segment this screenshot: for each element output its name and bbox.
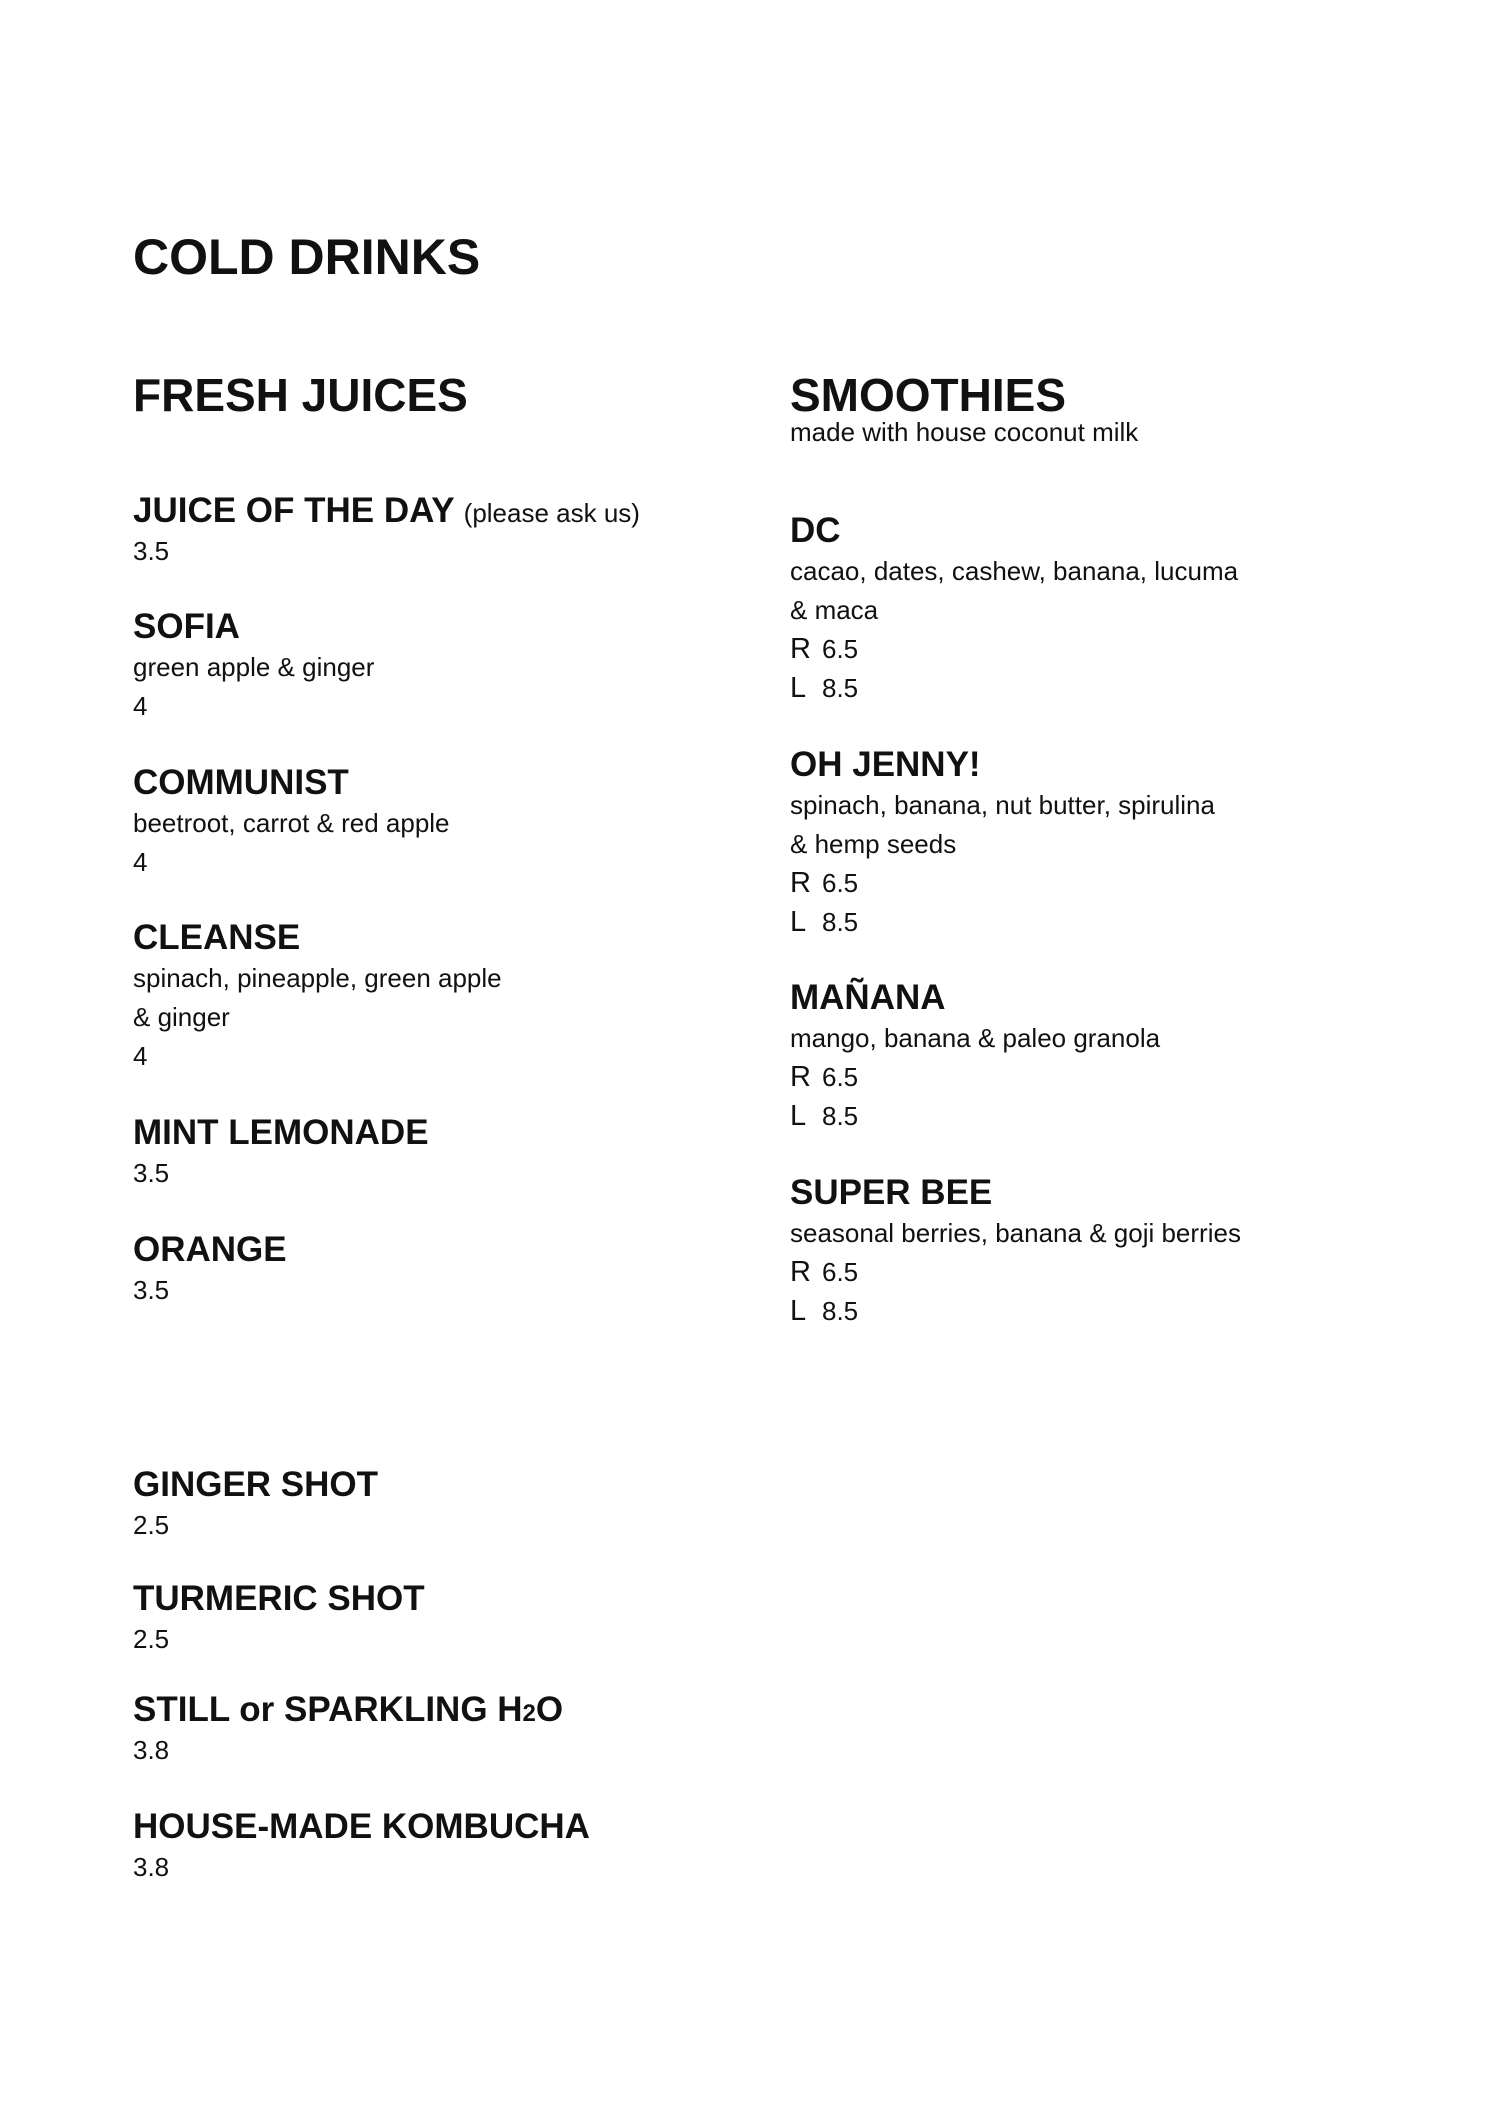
item-price: 4	[133, 847, 148, 877]
item-price: 3.5	[133, 1158, 170, 1188]
item-price: 4	[133, 691, 148, 721]
item-name: OH JENNY!	[790, 745, 981, 784]
item-description: beetroot, carrot & red apple	[133, 808, 450, 838]
size-label: R	[790, 1061, 811, 1093]
menu-item	[790, 1172, 1241, 1331]
item-description: seasonal berries, banana & goji berries	[790, 1218, 1241, 1248]
menu-item	[133, 1806, 590, 1887]
item-description-line2: & hemp seeds	[790, 829, 957, 859]
price-regular	[790, 1253, 1241, 1292]
size-label: L	[790, 1295, 807, 1327]
item-name: SOFIA	[133, 607, 240, 646]
item-description: mango, banana & paleo granola	[790, 1023, 1161, 1053]
item-price: 3.8	[133, 1852, 170, 1882]
menu-item	[133, 762, 450, 882]
menu-item	[133, 1689, 563, 1770]
size-label: L	[790, 672, 807, 704]
size-label: R	[790, 633, 811, 665]
item-price: 3.8	[133, 1735, 170, 1765]
item-description-line1: spinach, pineapple, green apple	[133, 963, 502, 993]
item-name: CLEANSE	[133, 918, 301, 957]
item-description-line1: cacao, dates, cashew, banana, lucuma	[790, 556, 1239, 586]
menu-item	[790, 510, 1238, 708]
menu-item	[790, 744, 1215, 942]
size-label: L	[790, 1100, 807, 1132]
price-value: 6.5	[822, 1257, 859, 1287]
menu-item	[133, 1578, 425, 1659]
menu-item	[790, 977, 1160, 1136]
price-value: 6.5	[822, 634, 859, 664]
item-price: 3.5	[133, 536, 170, 566]
smoothies-title: SMOOTHIES	[790, 369, 1067, 421]
item-price: 4	[133, 1041, 148, 1071]
item-price: 3.5	[133, 1275, 170, 1305]
item-name: MAÑANA	[790, 978, 946, 1017]
item-name: COMMUNIST	[133, 763, 349, 802]
item-name: MINT LEMONADE	[133, 1113, 429, 1152]
item-name-text: STILL or SPARKLING H	[133, 1690, 523, 1729]
item-name-subscript: 2	[522, 1700, 536, 1727]
item-name: DC	[790, 511, 841, 550]
menu-item	[133, 1229, 287, 1310]
price-regular	[790, 630, 1238, 669]
item-name: GINGER SHOT	[133, 1465, 379, 1504]
size-label: R	[790, 867, 811, 899]
item-description: green apple & ginger	[133, 652, 375, 682]
price-regular	[790, 1058, 1160, 1097]
menu-item	[133, 1464, 378, 1545]
item-description-line1: spinach, banana, nut butter, spirulina	[790, 790, 1215, 820]
item-name: ORANGE	[133, 1230, 287, 1269]
item-price: 2.5	[133, 1510, 170, 1540]
price-value: 8.5	[822, 1101, 859, 1131]
price-value: 8.5	[822, 673, 859, 703]
price-value: 8.5	[822, 907, 859, 937]
smoothies-subtitle: made with house coconut milk	[790, 417, 1139, 447]
size-label: R	[790, 1256, 811, 1288]
page-title: COLD DRINKS	[133, 229, 481, 285]
price-large	[790, 669, 1238, 708]
price-value: 8.5	[822, 1296, 859, 1326]
item-note: (please ask us)	[463, 498, 640, 528]
item-name: HOUSE-MADE KOMBUCHA	[133, 1807, 590, 1846]
price-value: 6.5	[822, 868, 859, 898]
item-description-line2: & maca	[790, 595, 879, 625]
item-name	[133, 1689, 563, 1731]
price-large	[790, 903, 1215, 942]
item-name: JUICE OF THE DAY	[133, 491, 454, 530]
menu-item	[133, 1112, 429, 1193]
price-large	[790, 1097, 1160, 1136]
item-name: TURMERIC SHOT	[133, 1579, 425, 1618]
menu-item	[133, 490, 640, 571]
menu-item	[133, 917, 502, 1076]
menu-item	[133, 606, 374, 726]
item-price: 2.5	[133, 1624, 170, 1654]
item-name: SUPER BEE	[790, 1173, 993, 1212]
price-value: 6.5	[822, 1062, 859, 1092]
price-regular	[790, 864, 1215, 903]
item-name-tail: O	[535, 1690, 564, 1729]
fresh-juices-title: FRESH JUICES	[133, 369, 468, 421]
size-label: L	[790, 906, 807, 938]
item-description-line2: & ginger	[133, 1002, 230, 1032]
price-large	[790, 1292, 1241, 1331]
